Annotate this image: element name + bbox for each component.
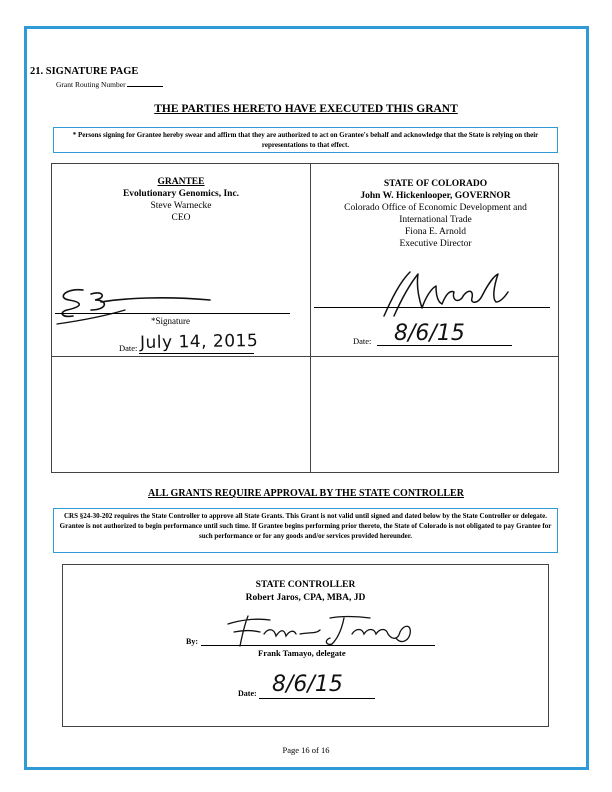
grantee-signature-line — [55, 313, 290, 314]
state-block — [311, 178, 560, 250]
routing-label: Grant Routing Number — [56, 80, 126, 89]
grantee-signature — [55, 280, 215, 330]
state-governor: John W. Hickenlooper, GOVERNOR — [360, 191, 511, 201]
state-office-line1: Colorado Office of Economic Development and — [344, 203, 527, 213]
authority-notice: * Persons signing for Grantee hereby swear and affirm that they are authorized to act on Grantee's behalf and acknowledge that the State is relying on their representations to that effect. — [53, 127, 558, 153]
controller-header — [63, 579, 548, 605]
page-number: Page 16 of 16 — [282, 745, 330, 755]
delegate-name: Frank Tamayo, delegate — [258, 648, 346, 658]
state-office-line2: International Trade — [399, 215, 472, 225]
grantee-signer-title: CEO — [171, 213, 191, 223]
controller-approval-notice: CRS §24-30-202 requires the State Controller to approve all State Grants. This Grant is not valid until signed and dated below by the State Controller or delegate. Grantee is not authorized to begin performance until such time. If Grantee begins performing prior thereto, the State of Colorado is not obligated to pay Grantee for such performance or for any goods and/or services provided hereunder. — [53, 508, 558, 553]
state-date-value: 8/6/15 — [394, 321, 465, 346]
state-date-label: Date: — [353, 336, 372, 346]
controller-date-value: 8/6/15 — [272, 672, 343, 697]
state-signature-line — [314, 307, 550, 308]
state-signer-title: Executive Director — [399, 239, 472, 249]
routing-blank — [127, 80, 163, 87]
section-title: 21. SIGNATURE PAGE — [30, 66, 139, 77]
executed-heading: THE PARTIES HERETO HAVE EXECUTED THIS GRANT — [154, 103, 458, 115]
grantee-org: Evolutionary Genomics, Inc. — [122, 189, 240, 199]
approval-heading: ALL GRANTS REQUIRE APPROVAL BY THE STATE CONTROLLER — [148, 488, 464, 499]
grantee-signer-name: Steve Warnecke — [150, 201, 212, 211]
grant-routing-number — [56, 80, 163, 89]
controller-date-label: Date: — [238, 689, 257, 698]
grantee-date-value: July 14, 2015 — [139, 330, 259, 354]
controller-title: STATE CONTROLLER — [255, 580, 356, 590]
row-divider — [52, 356, 558, 357]
grantee-signature-caption: *Signature — [151, 316, 190, 326]
state-signer-name: Fiona E. Arnold — [405, 227, 466, 237]
by-label: By: — [186, 637, 198, 646]
controller-date-line — [259, 698, 375, 699]
grantee-label: GRANTEE — [157, 177, 205, 187]
controller-name: Robert Jaros, CPA, MBA, JD — [245, 593, 366, 603]
controller-signature — [220, 610, 420, 650]
state-signature — [370, 268, 530, 320]
grantee-date-line — [139, 353, 254, 354]
grantee-block — [52, 176, 310, 224]
state-label: STATE OF COLORADO — [383, 179, 488, 189]
grantee-date-label: Date: — [119, 343, 138, 353]
